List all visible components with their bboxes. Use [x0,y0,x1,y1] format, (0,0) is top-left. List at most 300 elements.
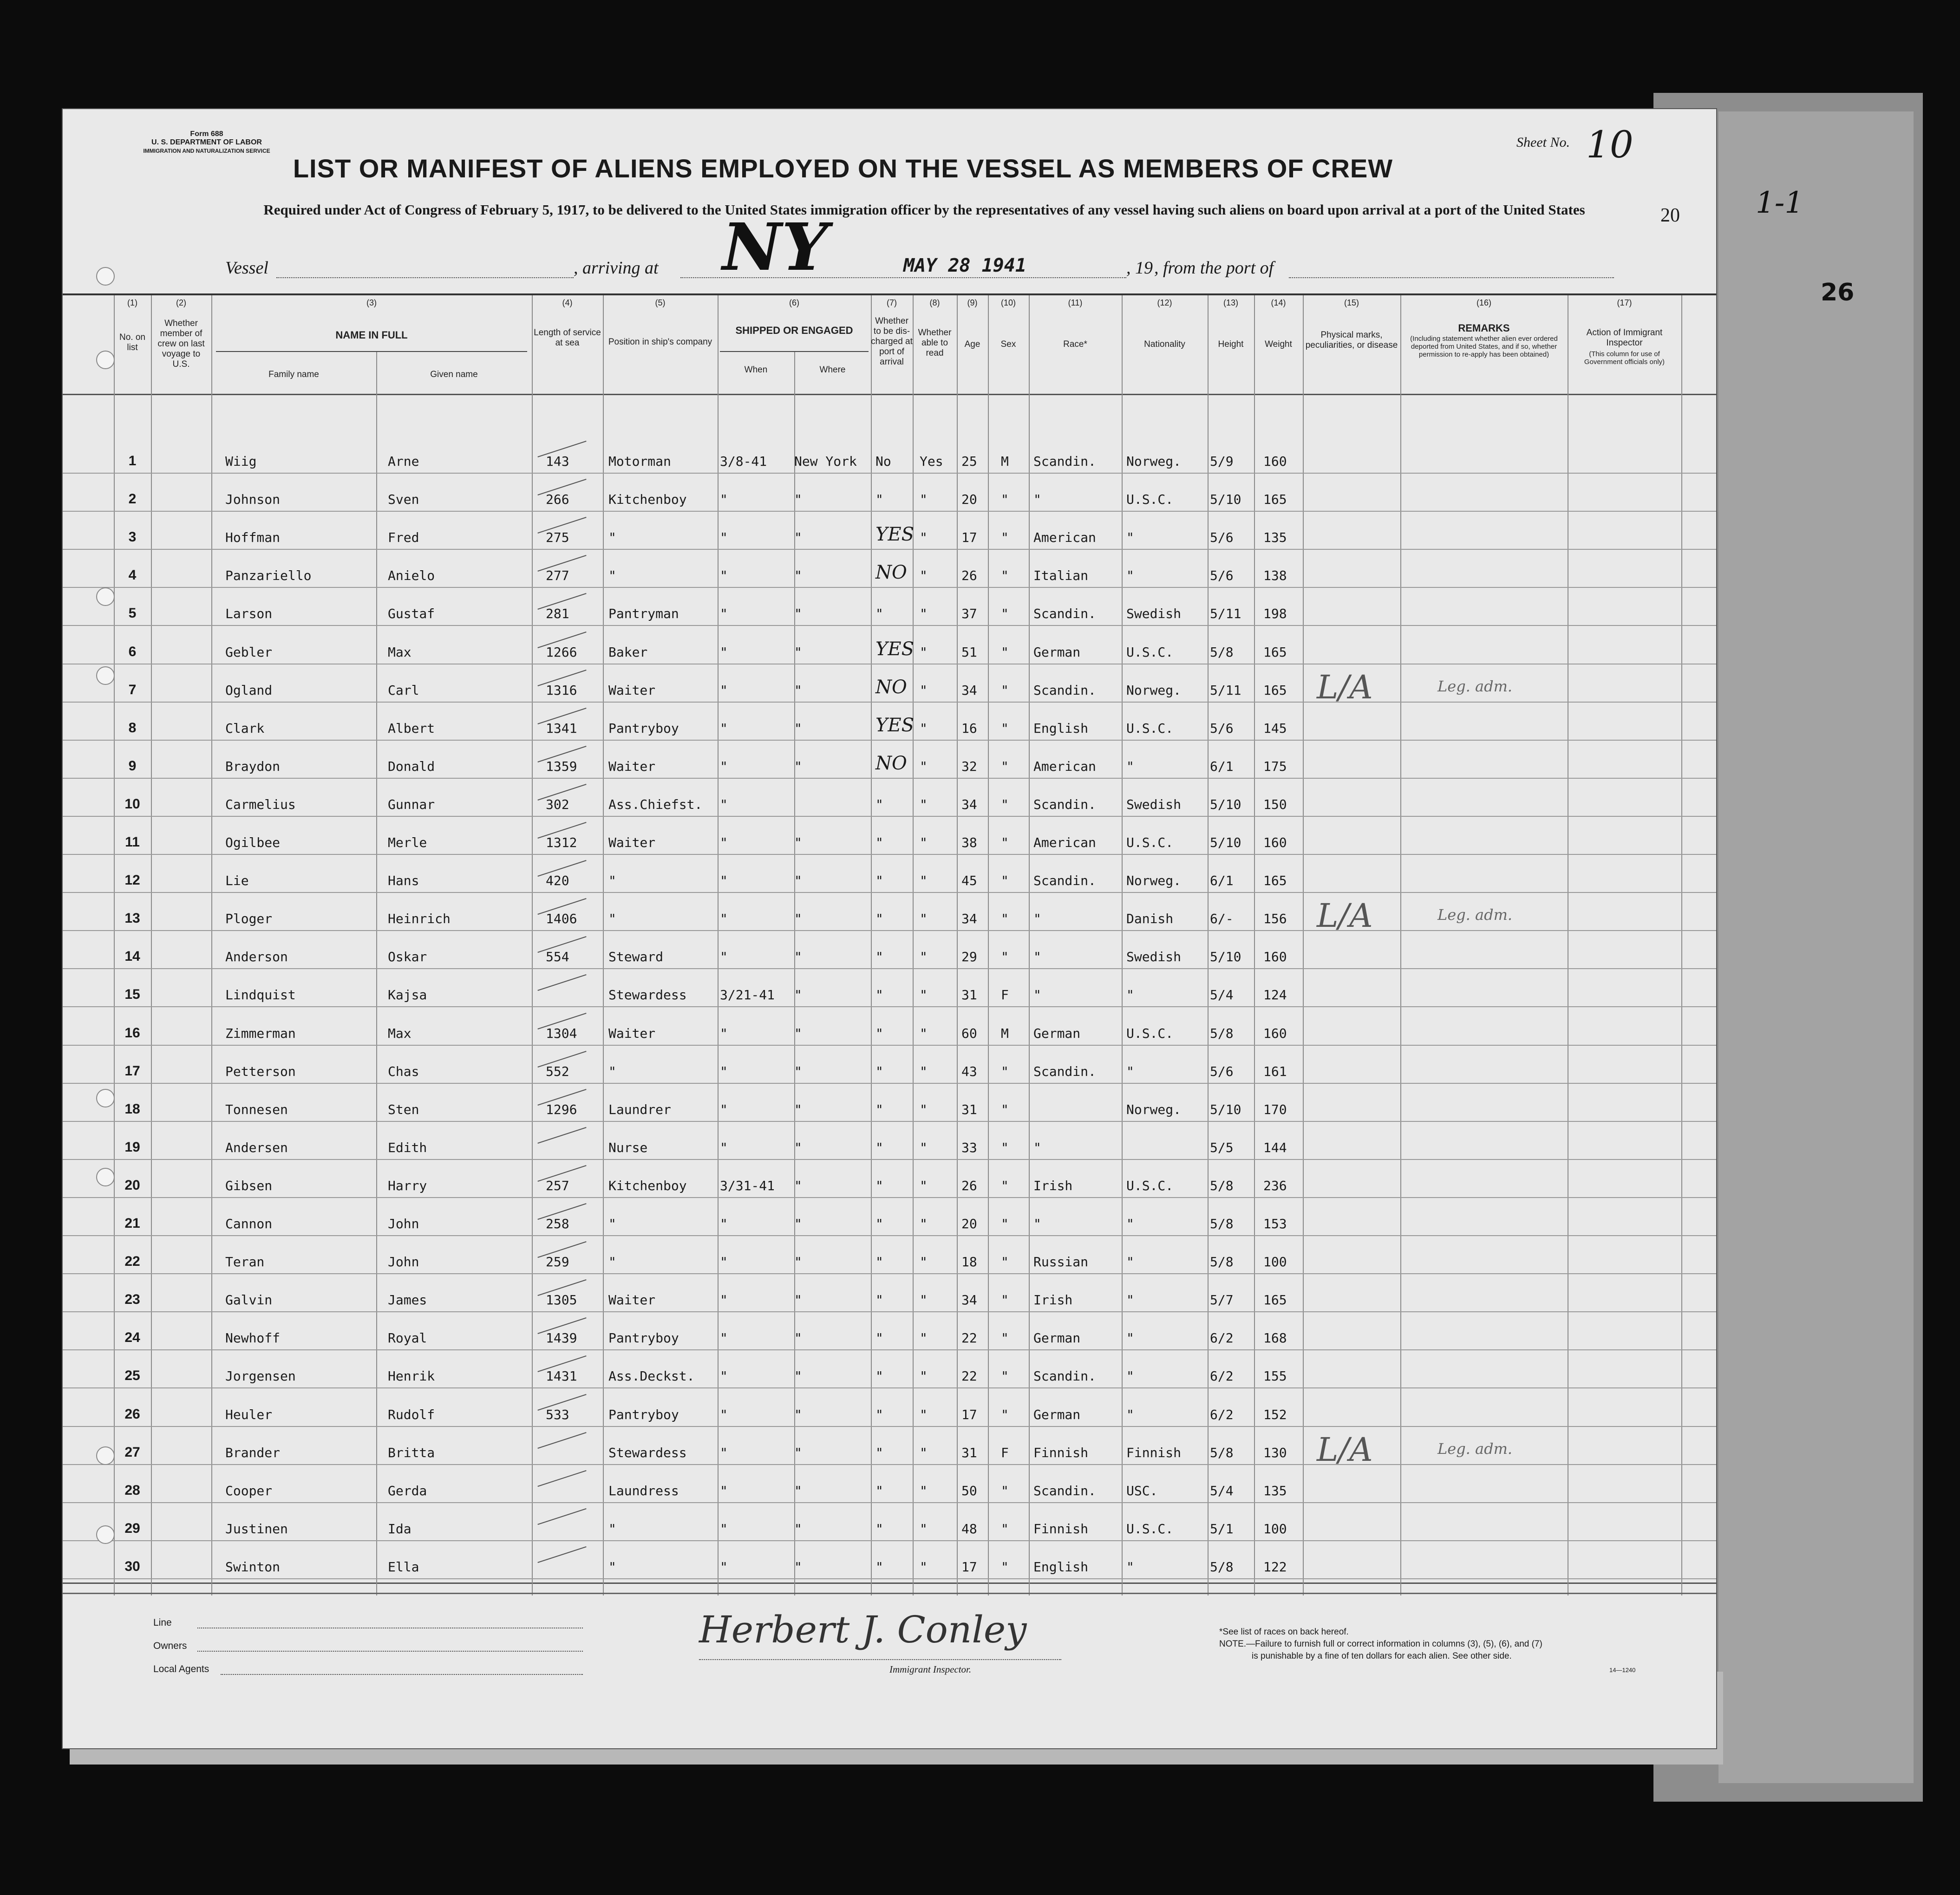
line-number: 11 [125,834,140,850]
shipped-where: " [794,1254,802,1270]
family-name: Gebler [225,644,273,660]
hdr-sex: Sex [1000,339,1016,349]
weight: 156 [1263,911,1287,927]
able-to-read: " [920,606,928,622]
given-name: Ella [388,1559,419,1575]
sex: " [1001,1330,1009,1346]
able-to-read: " [920,758,928,774]
shipped-where: " [794,949,802,965]
page-number: 20 [1660,205,1680,226]
age: 17 [961,530,977,546]
height: 6/- [1210,911,1234,927]
able-to-read: " [920,1559,928,1575]
position: Waiter [608,682,656,698]
colnum-16: (16) [1476,298,1491,307]
able-to-read: " [920,1521,928,1537]
sex: " [1001,1292,1009,1308]
height: 5/11 [1210,606,1241,622]
race: " [1033,1216,1041,1231]
family-name: Andersen [225,1140,288,1155]
shipped-when: " [720,568,728,584]
table-bottom [63,1582,1716,1584]
weight: 100 [1263,1254,1287,1270]
colnum-17: (17) [1617,298,1632,307]
line-number: 3 [128,529,137,545]
shipped-when: " [720,949,728,965]
able-to-read: " [920,1330,928,1346]
sex: " [1001,1483,1009,1498]
race: American [1033,758,1096,774]
shipped-where: " [794,568,802,584]
header-divider [63,394,1716,395]
race: Scandin. [1033,1368,1096,1384]
table-row [63,968,1716,1006]
given-name: Chas [388,1063,419,1079]
from-port-field[interactable] [1289,277,1614,278]
position: Laundrer [608,1101,671,1117]
length-tick-mark [537,1432,586,1449]
length-of-service: 552 [546,1063,569,1079]
family-name: Larson [225,606,273,622]
nationality: " [1126,758,1134,774]
family-name: Anderson [225,949,288,965]
age: 26 [961,568,977,584]
shipped-where: " [794,1178,802,1193]
able-to-read: " [920,1025,928,1041]
hdr-position: Position in ship's company [608,337,712,347]
able-to-read: " [920,1140,928,1155]
hdr-height: Height [1218,339,1244,349]
colnum-9: (9) [967,298,978,307]
age: 22 [961,1368,977,1384]
sex: " [1001,568,1009,584]
position: " [608,568,616,584]
discharged: No [875,454,891,469]
height: 5/11 [1210,682,1241,698]
discharged: " [875,987,883,1003]
sex: " [1001,492,1009,508]
sex: M [1001,1025,1009,1041]
length-of-service: 1341 [546,720,577,736]
shipped-where: " [794,1368,802,1384]
agents-label: Local Agents [153,1664,209,1674]
weight: 144 [1263,1140,1287,1155]
able-to-read: " [920,568,928,584]
age: 34 [961,911,977,927]
table-row [63,473,1716,511]
length-of-service: 1305 [546,1292,577,1308]
shipped-where: " [794,492,802,508]
nationality: USC. [1126,1483,1158,1498]
position: Baker [608,644,648,660]
shipped-where: " [794,911,802,927]
length-tick-mark [537,1508,586,1525]
able-to-read: " [920,873,928,889]
line-number: 15 [124,987,140,1003]
table-row [63,1121,1716,1159]
age: 48 [961,1521,977,1537]
sheet-value: 10 [1586,123,1633,166]
shipped-when: " [720,1330,728,1346]
table-row [63,1311,1716,1349]
weight: 150 [1263,796,1287,812]
nationality: " [1126,1254,1134,1270]
discharged: " [875,1178,883,1193]
height: 6/2 [1210,1407,1234,1422]
discharged: " [875,1063,883,1079]
hdr-discharged: Whether to be dis-charged at port of arrival [871,316,913,367]
height: 5/8 [1210,1559,1234,1575]
height: 5/10 [1210,796,1241,812]
shipped-where: New York [794,454,857,469]
given-name: Max [388,1025,412,1041]
discharged: NO [875,676,907,698]
discharged: " [875,1292,883,1308]
nationality: " [1126,568,1134,584]
height: 5/8 [1210,1216,1234,1231]
given-name: Harry [388,1178,427,1193]
hdr-length-service: Length of service at sea [534,328,601,348]
sex: " [1001,720,1009,736]
weight: 168 [1263,1330,1287,1346]
able-to-read: " [920,835,928,850]
table-row [63,587,1716,625]
table-row [63,1388,1716,1426]
position: Ass.Chiefst. [608,796,703,812]
arriving-label: , arriving at [574,258,659,278]
position: Pantryman [608,606,679,622]
colnum-6: (6) [789,298,799,307]
length-of-service: 1406 [546,911,577,927]
shipped-when: " [720,835,728,850]
shipped-when: 3/8-41 [720,454,767,469]
discharged: YES [875,638,915,660]
discharged: " [875,1254,883,1270]
table-row [63,1083,1716,1121]
sex: F [1001,1445,1009,1460]
hdr-physical: Physical marks, peculiarities, or disease [1305,330,1398,350]
sheet-label: Sheet No. [1516,135,1570,150]
colnum-14: (14) [1271,298,1286,307]
line-number: 8 [128,720,137,736]
shipped-where: " [794,682,802,698]
line-number: 23 [124,1292,140,1308]
shipped-when: " [720,1407,728,1422]
length-of-service: 277 [546,568,569,584]
height: 5/6 [1210,1063,1234,1079]
punch-hole [96,1089,115,1107]
line-number: 18 [124,1101,140,1117]
shipped-when: " [720,682,728,698]
table-row [63,1045,1716,1083]
given-name: Kajsa [388,987,427,1003]
race: Scandin. [1033,796,1096,812]
nationality: Swedish [1126,796,1182,812]
nationality: U.S.C. [1126,492,1174,508]
line-number: 5 [128,606,137,621]
weight: 236 [1263,1178,1287,1193]
shipped-when: " [720,606,728,622]
family-name: Ogland [225,682,273,698]
hdr-where: Where [819,365,846,375]
height: 6/1 [1210,758,1234,774]
able-to-read: " [920,1063,928,1079]
owners-field[interactable] [197,1651,583,1652]
given-name: Gunnar [388,796,435,812]
weight: 165 [1263,492,1287,508]
able-to-read: " [920,949,928,965]
sex: " [1001,873,1009,889]
given-name: Heinrich [388,911,451,927]
length-tick-mark [537,1127,586,1144]
length-of-service: 1359 [546,758,577,774]
discharged: " [875,796,883,812]
position: " [608,1216,616,1231]
age: 26 [961,1178,977,1193]
shipped-where: " [794,758,802,774]
able-to-read: " [920,1216,928,1231]
hdr-given-name: Given name [430,370,478,379]
sex: " [1001,1178,1009,1193]
weight: 198 [1263,606,1287,622]
height: 5/10 [1210,1101,1241,1117]
line-number: 17 [124,1063,140,1079]
sex: " [1001,644,1009,660]
table-row [63,511,1716,549]
position: Waiter [608,1025,656,1041]
age: 22 [961,1330,977,1346]
hdr-remarks: REMARKS [1458,322,1510,334]
table-row [63,664,1716,706]
shipped-when: " [720,1521,728,1537]
height: 5/10 [1210,835,1241,850]
line-label: Line [153,1617,172,1628]
length-of-service: 1312 [546,835,577,850]
height: 5/8 [1210,1445,1234,1460]
weight: 161 [1263,1063,1287,1079]
table-row [63,1502,1716,1540]
sex: " [1001,1101,1009,1117]
length-of-service: 420 [546,873,569,889]
weight: 153 [1263,1216,1287,1231]
age: 34 [961,796,977,812]
shipped-when: " [720,720,728,736]
height: 5/8 [1210,1178,1234,1193]
position: Waiter [608,758,656,774]
discharged: " [875,492,883,508]
line-number: 28 [124,1482,140,1498]
shipped-where: " [794,1445,802,1460]
family-name: Teran [225,1254,265,1270]
line-number: 4 [128,567,137,583]
age: 17 [961,1407,977,1422]
page-subtitle: Required under Act of Congress of February 5, 1917, to be delivered to the United States immigration officer by the representatives of any vessel having such aliens on board upon arrival at a port of the United States [263,202,1585,218]
hdr-weight: Weight [1265,339,1292,349]
able-to-read: Yes [920,454,943,469]
nationality: U.S.C. [1126,1025,1174,1041]
discharged: " [875,873,883,889]
shipped-when: " [720,1559,728,1575]
weight: 160 [1263,1025,1287,1041]
given-name: Arne [388,454,419,469]
position: " [608,1521,616,1537]
shipped-where: " [794,835,802,850]
signature-line [699,1659,1061,1660]
age: 31 [961,987,977,1003]
line-number: 30 [124,1558,140,1574]
nationality: Norweg. [1126,1101,1182,1117]
able-to-read: " [920,720,928,736]
position: Pantryboy [608,1407,679,1422]
position: Pantryboy [608,1330,679,1346]
race: Russian [1033,1254,1089,1270]
line-number: 6 [128,644,137,659]
race: German [1033,1025,1081,1041]
row-rule [63,1578,1716,1579]
discharged: YES [875,714,915,736]
given-name: Rudolf [388,1407,435,1422]
nationality: Norweg. [1126,454,1182,469]
weight: 175 [1263,758,1287,774]
age: 43 [961,1063,977,1079]
family-name: Braydon [225,758,281,774]
race: American [1033,835,1096,850]
side-note-top-right: 1-1 [1756,186,1804,220]
able-to-read: " [920,987,928,1003]
agents-field[interactable] [221,1674,583,1675]
remarks: Leg. adm. [1437,1439,1513,1458]
family-name: Jorgensen [225,1368,296,1384]
family-name: Ploger [225,911,273,927]
shipped-where: " [794,530,802,546]
line-number: 21 [124,1216,140,1231]
length-tick-mark [537,1470,586,1487]
discharged: " [875,949,883,965]
nationality: U.S.C. [1126,835,1174,850]
discharged: " [875,1025,883,1041]
shipped-when: " [720,1101,728,1117]
able-to-read: " [920,1178,928,1193]
age: 20 [961,492,977,508]
shipped-when: " [720,492,728,508]
table-row [63,778,1716,816]
discharged: YES [875,524,915,546]
colnum-1: (1) [127,298,137,307]
discharged: " [875,1101,883,1117]
weight: 138 [1263,568,1287,584]
nationality: " [1126,1216,1134,1231]
age: 60 [961,1025,977,1041]
nationality: Norweg. [1126,682,1182,698]
shipped-when: " [720,1368,728,1384]
able-to-read: " [920,1368,928,1384]
able-to-read: " [920,796,928,812]
nationality: " [1126,1330,1134,1346]
punch-hole [96,1525,115,1544]
race: Scandin. [1033,1483,1096,1498]
punch-hole [96,267,115,286]
line-number: 2 [128,491,137,507]
vessel-field[interactable] [276,277,574,278]
nationality: Finnish [1126,1445,1182,1460]
given-name: Hans [388,873,419,889]
sex: F [1001,987,1009,1003]
length-of-service: 1439 [546,1330,577,1346]
shipped-where: " [794,720,802,736]
hdr-family-name: Family name [268,370,319,379]
line-number: 14 [124,949,140,964]
shipped-when: 3/21-41 [720,987,775,1003]
table-row [63,702,1716,740]
table-row [63,854,1716,892]
weight: 130 [1263,1445,1287,1460]
line-number: 12 [124,873,140,888]
nationality: " [1126,1292,1134,1308]
hdr-able-read: Whether able to read [918,328,952,358]
sex: " [1001,758,1009,774]
given-name: Gustaf [388,606,435,622]
length-of-service: 259 [546,1254,569,1270]
given-name: James [388,1292,427,1308]
race: German [1033,1407,1081,1422]
table-row [63,1159,1716,1197]
colnum-2: (2) [176,298,186,307]
line-number: 9 [128,758,137,774]
sex: " [1001,1254,1009,1270]
length-of-service: 275 [546,530,569,546]
weight: 124 [1263,987,1287,1003]
colnum-11: (11) [1068,298,1083,307]
race: Finnish [1033,1521,1089,1537]
table-row [63,1540,1716,1578]
shipped-where: " [794,1101,802,1117]
colnum-12: (12) [1157,298,1172,307]
position: Stewardess [608,1445,687,1460]
arriving-value: NY [722,209,828,286]
shipped-where: " [794,606,802,622]
sex: " [1001,1140,1009,1155]
weight: 160 [1263,835,1287,850]
given-name: Sven [388,492,419,508]
shipped-when: " [720,796,728,812]
table-row [63,1235,1716,1273]
position: " [608,530,616,546]
nationality: U.S.C. [1126,1521,1174,1537]
page-title: LIST OR MANIFEST OF ALIENS EMPLOYED ON THE VESSEL AS MEMBERS OF CREW [293,154,1393,183]
discharged: " [875,1407,883,1422]
shipped-when: " [720,644,728,660]
line-number: 26 [124,1406,140,1422]
service: IMMIGRATION AND NATURALIZATION SERVICE [143,148,270,154]
shipped-where: " [794,873,802,889]
family-name: Swinton [225,1559,281,1575]
given-name: Donald [388,758,435,774]
family-name: Cannon [225,1216,273,1231]
hdr-whether-member: Whether member of crew on last voyage to U.S. [157,319,205,369]
age: 34 [961,682,977,698]
shipped-where: " [794,1063,802,1079]
line-number: 10 [124,796,140,812]
age: 25 [961,454,977,469]
age: 37 [961,606,977,622]
length-of-service: 257 [546,1178,569,1193]
able-to-read: " [920,530,928,546]
punch-hole [96,1446,115,1465]
height: 5/6 [1210,720,1234,736]
nationality: Swedish [1126,606,1182,622]
shipped-when: " [720,758,728,774]
height: 5/6 [1210,530,1234,546]
